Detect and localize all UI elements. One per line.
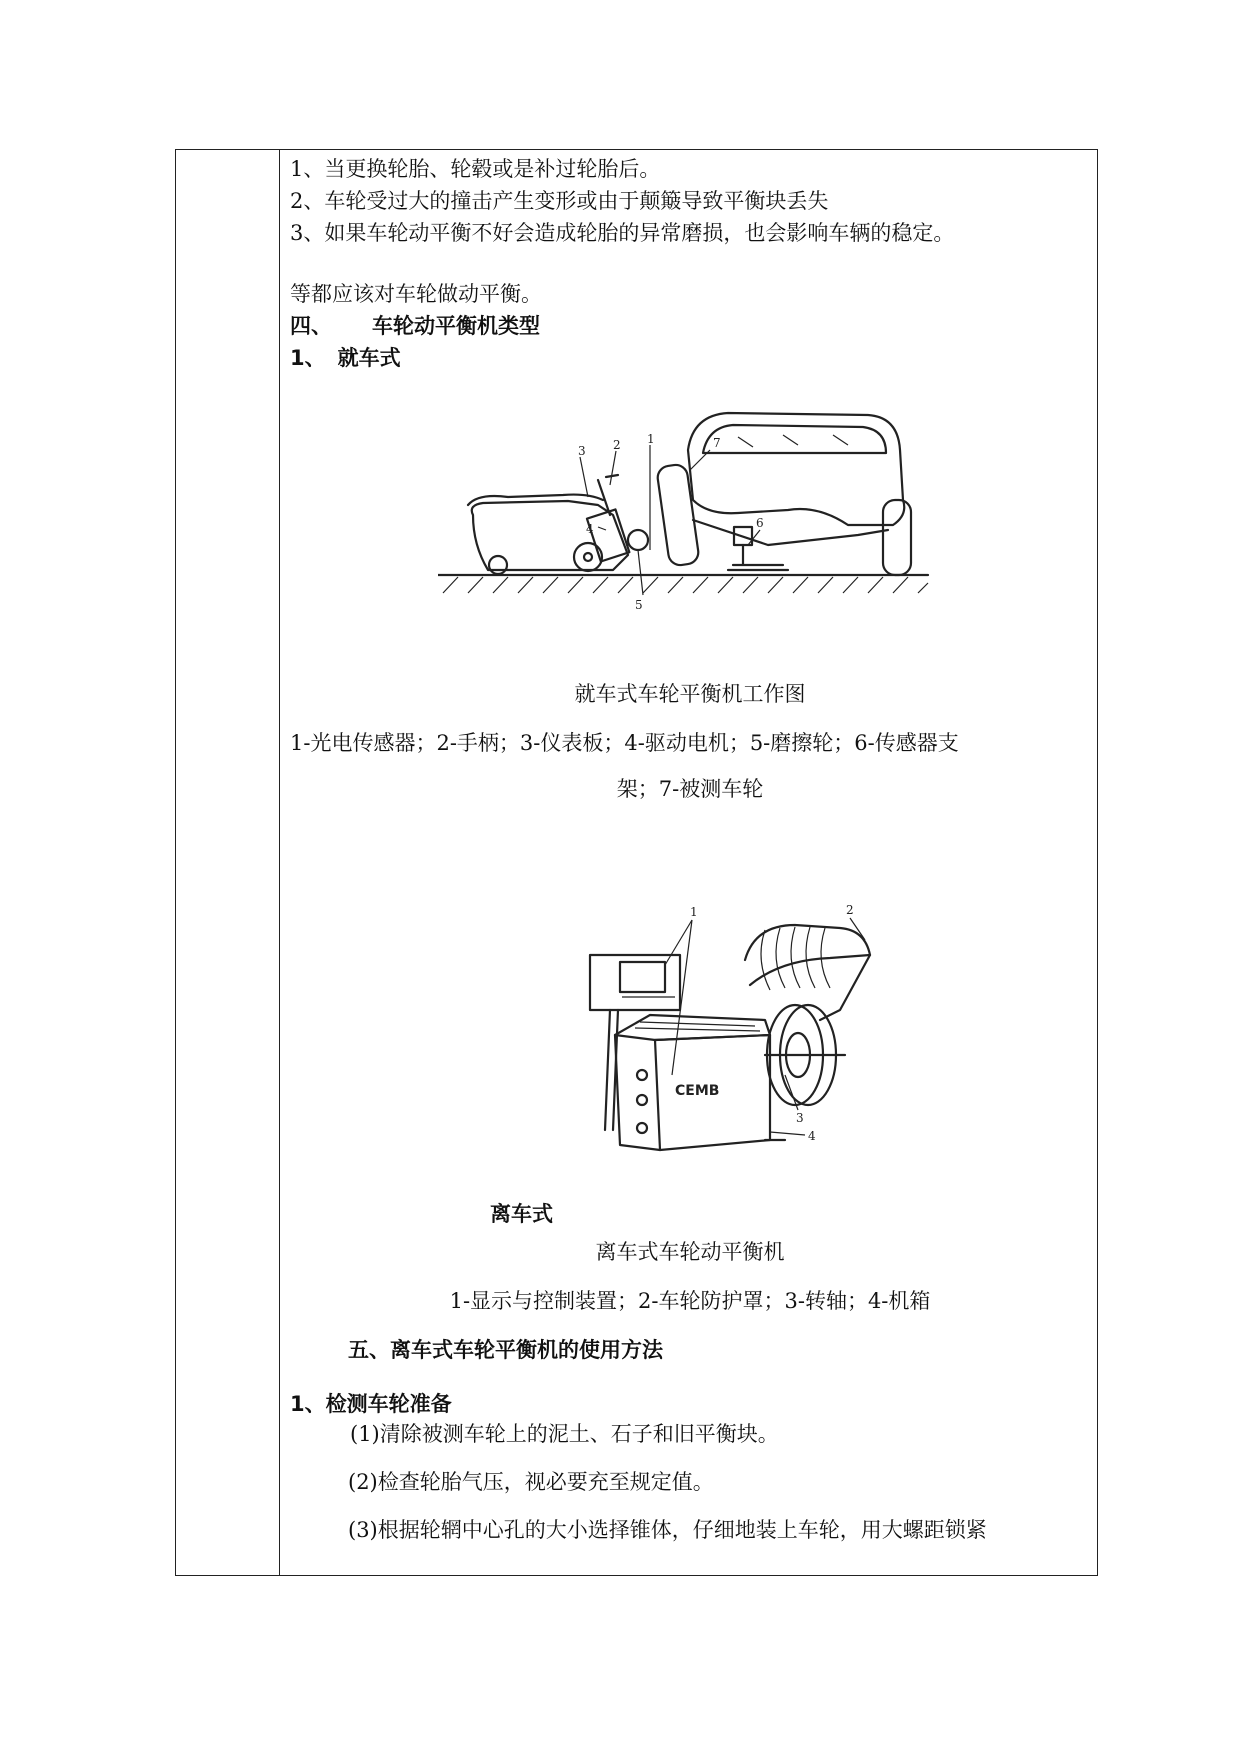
paragraph-3: 3、如果车轮动平衡不好会造成轮胎的异常磨损，也会影响车辆的稳定。 <box>290 221 955 245</box>
paragraph-4: 等都应该对车轮做动平衡。 <box>290 282 542 306</box>
off-car-balancer-figure <box>580 900 910 1170</box>
section-5-sub1: 1、检测车轮准备 <box>290 1392 452 1416</box>
paragraph-2: 2、车轮受过大的撞击产生变形或由于颠簸导致平衡块丢失 <box>290 189 829 213</box>
brand-logo-text: CEMB <box>675 1083 720 1099</box>
fig1-label-7: 7 <box>713 436 721 450</box>
figure-1-caption: 就车式车轮平衡机工作图 <box>574 682 806 706</box>
table-content-cell <box>290 150 1087 1575</box>
section-4-sub1 <box>290 344 401 372</box>
section-4-heading <box>290 312 540 340</box>
figure-2-legend: 1-显示与控制装置；2-车轮防护罩；3-转轴；4-机箱 <box>449 1289 931 1313</box>
section-4-sub1-number: 1、 <box>290 346 326 370</box>
section-5-step-3: (3)根据轮辋中心孔的大小选择锥体，仔细地装上车轮，用大螺距锁紧 <box>348 1518 987 1542</box>
section-4-sub1-title: 就车式 <box>337 346 401 370</box>
on-car-balancer-figure <box>438 405 938 645</box>
fig2-label-4: 4 <box>808 1129 816 1143</box>
section-5-step-1: (1)清除被测车轮上的泥土、石子和旧平衡块。 <box>350 1422 779 1446</box>
section-4-number: 四、 <box>290 314 332 338</box>
section-5-heading: 五、离车式车轮平衡机的使用方法 <box>348 1338 663 1362</box>
fig1-label-6: 6 <box>756 516 764 530</box>
content-table <box>175 149 1098 1576</box>
section-4-title: 车轮动平衡机类型 <box>372 314 540 338</box>
figure-1-legend-line-2: 架；7-被测车轮 <box>616 777 764 801</box>
fig1-label-5: 5 <box>635 598 643 612</box>
figure-1-legend-line-1: 1-光电传感器；2-手柄；3-仪表板；4-驱动电机；5-磨擦轮；6-传感器支 <box>290 731 959 755</box>
fig2-label-2: 2 <box>846 903 854 917</box>
figure-2-caption: 离车式车轮动平衡机 <box>595 1240 785 1264</box>
figure-2-side-label: 离车式 <box>490 1202 553 1226</box>
section-5-step-2: (2)检查轮胎气压，视必要充至规定值。 <box>348 1470 714 1494</box>
fig1-label-3: 3 <box>578 444 586 458</box>
fig1-label-2: 2 <box>613 438 621 452</box>
fig2-label-3: 3 <box>796 1111 804 1125</box>
paragraph-1: 1、当更换轮胎、轮毂或是补过轮胎后。 <box>290 157 661 181</box>
fig2-label-1: 1 <box>690 905 698 919</box>
fig1-label-1: 1 <box>647 432 655 446</box>
column-divider <box>279 150 280 1575</box>
fig1-label-4: 4 <box>586 522 594 536</box>
